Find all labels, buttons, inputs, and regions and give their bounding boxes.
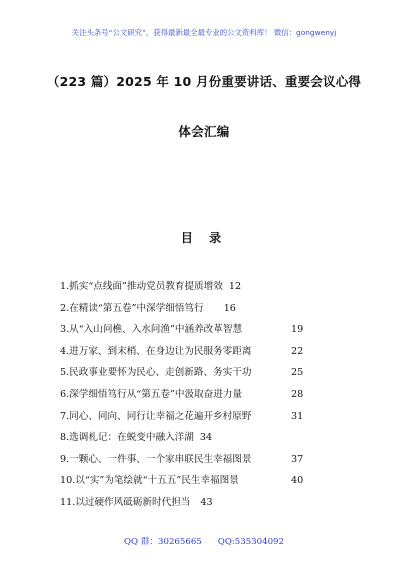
footer-contact (0, 535, 408, 547)
toc-entry[interactable] (60, 470, 380, 492)
toc-entry-title: 6.深学细悟笃行从“第五卷”中汲取奋进力量 (60, 388, 243, 400)
qq-number: QQ:535304092 (217, 537, 284, 547)
toc-entry-page: 19 (291, 324, 304, 336)
header-banner: 关注头条号“公文研究”，获得最新最全最专业的公文资料库！ 微信：gongwenyj (71, 28, 337, 37)
toc-entry[interactable] (60, 319, 380, 341)
toc-entry-page: 37 (291, 453, 304, 465)
toc-entry[interactable] (60, 427, 380, 449)
toc-entry-page: 16 (223, 302, 236, 314)
toc-entry-title: 2.在精读“第五卷”中深学细悟笃行 (60, 302, 204, 314)
toc-entry-title: 8.选调札记：在蜕变中融入洋湖 (60, 432, 194, 444)
toc-entry[interactable] (60, 298, 380, 320)
toc-entry[interactable] (60, 492, 380, 514)
toc-entry-page: 31 (291, 410, 304, 422)
toc-entry-title: 5.民政事业要怀为民心、走创新路、务实干功 (60, 367, 252, 379)
toc-entry-title: 10.以“实”为笔绘就“十五五”民生幸福图景 (60, 475, 239, 487)
toc-entry-title: 1.抓实“点线面”推动党员教育提质增效 (60, 281, 223, 292)
toc-entry-page: 28 (291, 388, 304, 400)
toc-entry-title: 3.从“入山问樵、入水问渔”中涵养改革智慧 (60, 324, 243, 336)
toc-entry[interactable] (60, 341, 380, 363)
toc-entry-page: 40 (291, 475, 304, 487)
toc-entry[interactable] (60, 449, 380, 471)
document-title-continued: 体会汇编 (178, 124, 230, 139)
toc-entry-title: 11.以过硬作风砥砺新时代担当 (60, 496, 191, 508)
toc-entry-page: 25 (291, 367, 304, 379)
toc-entry-title: 9.一颗心、一件事、一个家串联民生幸福图景 (60, 453, 252, 465)
toc-entry-page: 34 (199, 432, 213, 444)
toc-entry-page: 12 (228, 281, 242, 292)
toc-heading: 目 录 (180, 231, 228, 245)
toc-entry-title: 7.同心、同向、同行让幸福之花遍开乡村原野 (60, 410, 252, 422)
document-title: （223 篇）2025 年 10 月份重要讲话、重要会议心得 (46, 74, 362, 89)
toc-entry[interactable] (60, 406, 380, 428)
toc-entry[interactable] (60, 276, 380, 298)
toc-entry[interactable] (60, 384, 380, 406)
toc-entry-page: 22 (291, 345, 304, 357)
toc-entry-page: 43 (200, 496, 213, 508)
table-of-contents (60, 276, 380, 514)
toc-entry[interactable] (60, 362, 380, 384)
qq-group-number: QQ 群：30265665 (124, 537, 202, 547)
toc-entry-title: 4.进万家、到末梢、在身边让为民服务零距离 (60, 345, 252, 357)
